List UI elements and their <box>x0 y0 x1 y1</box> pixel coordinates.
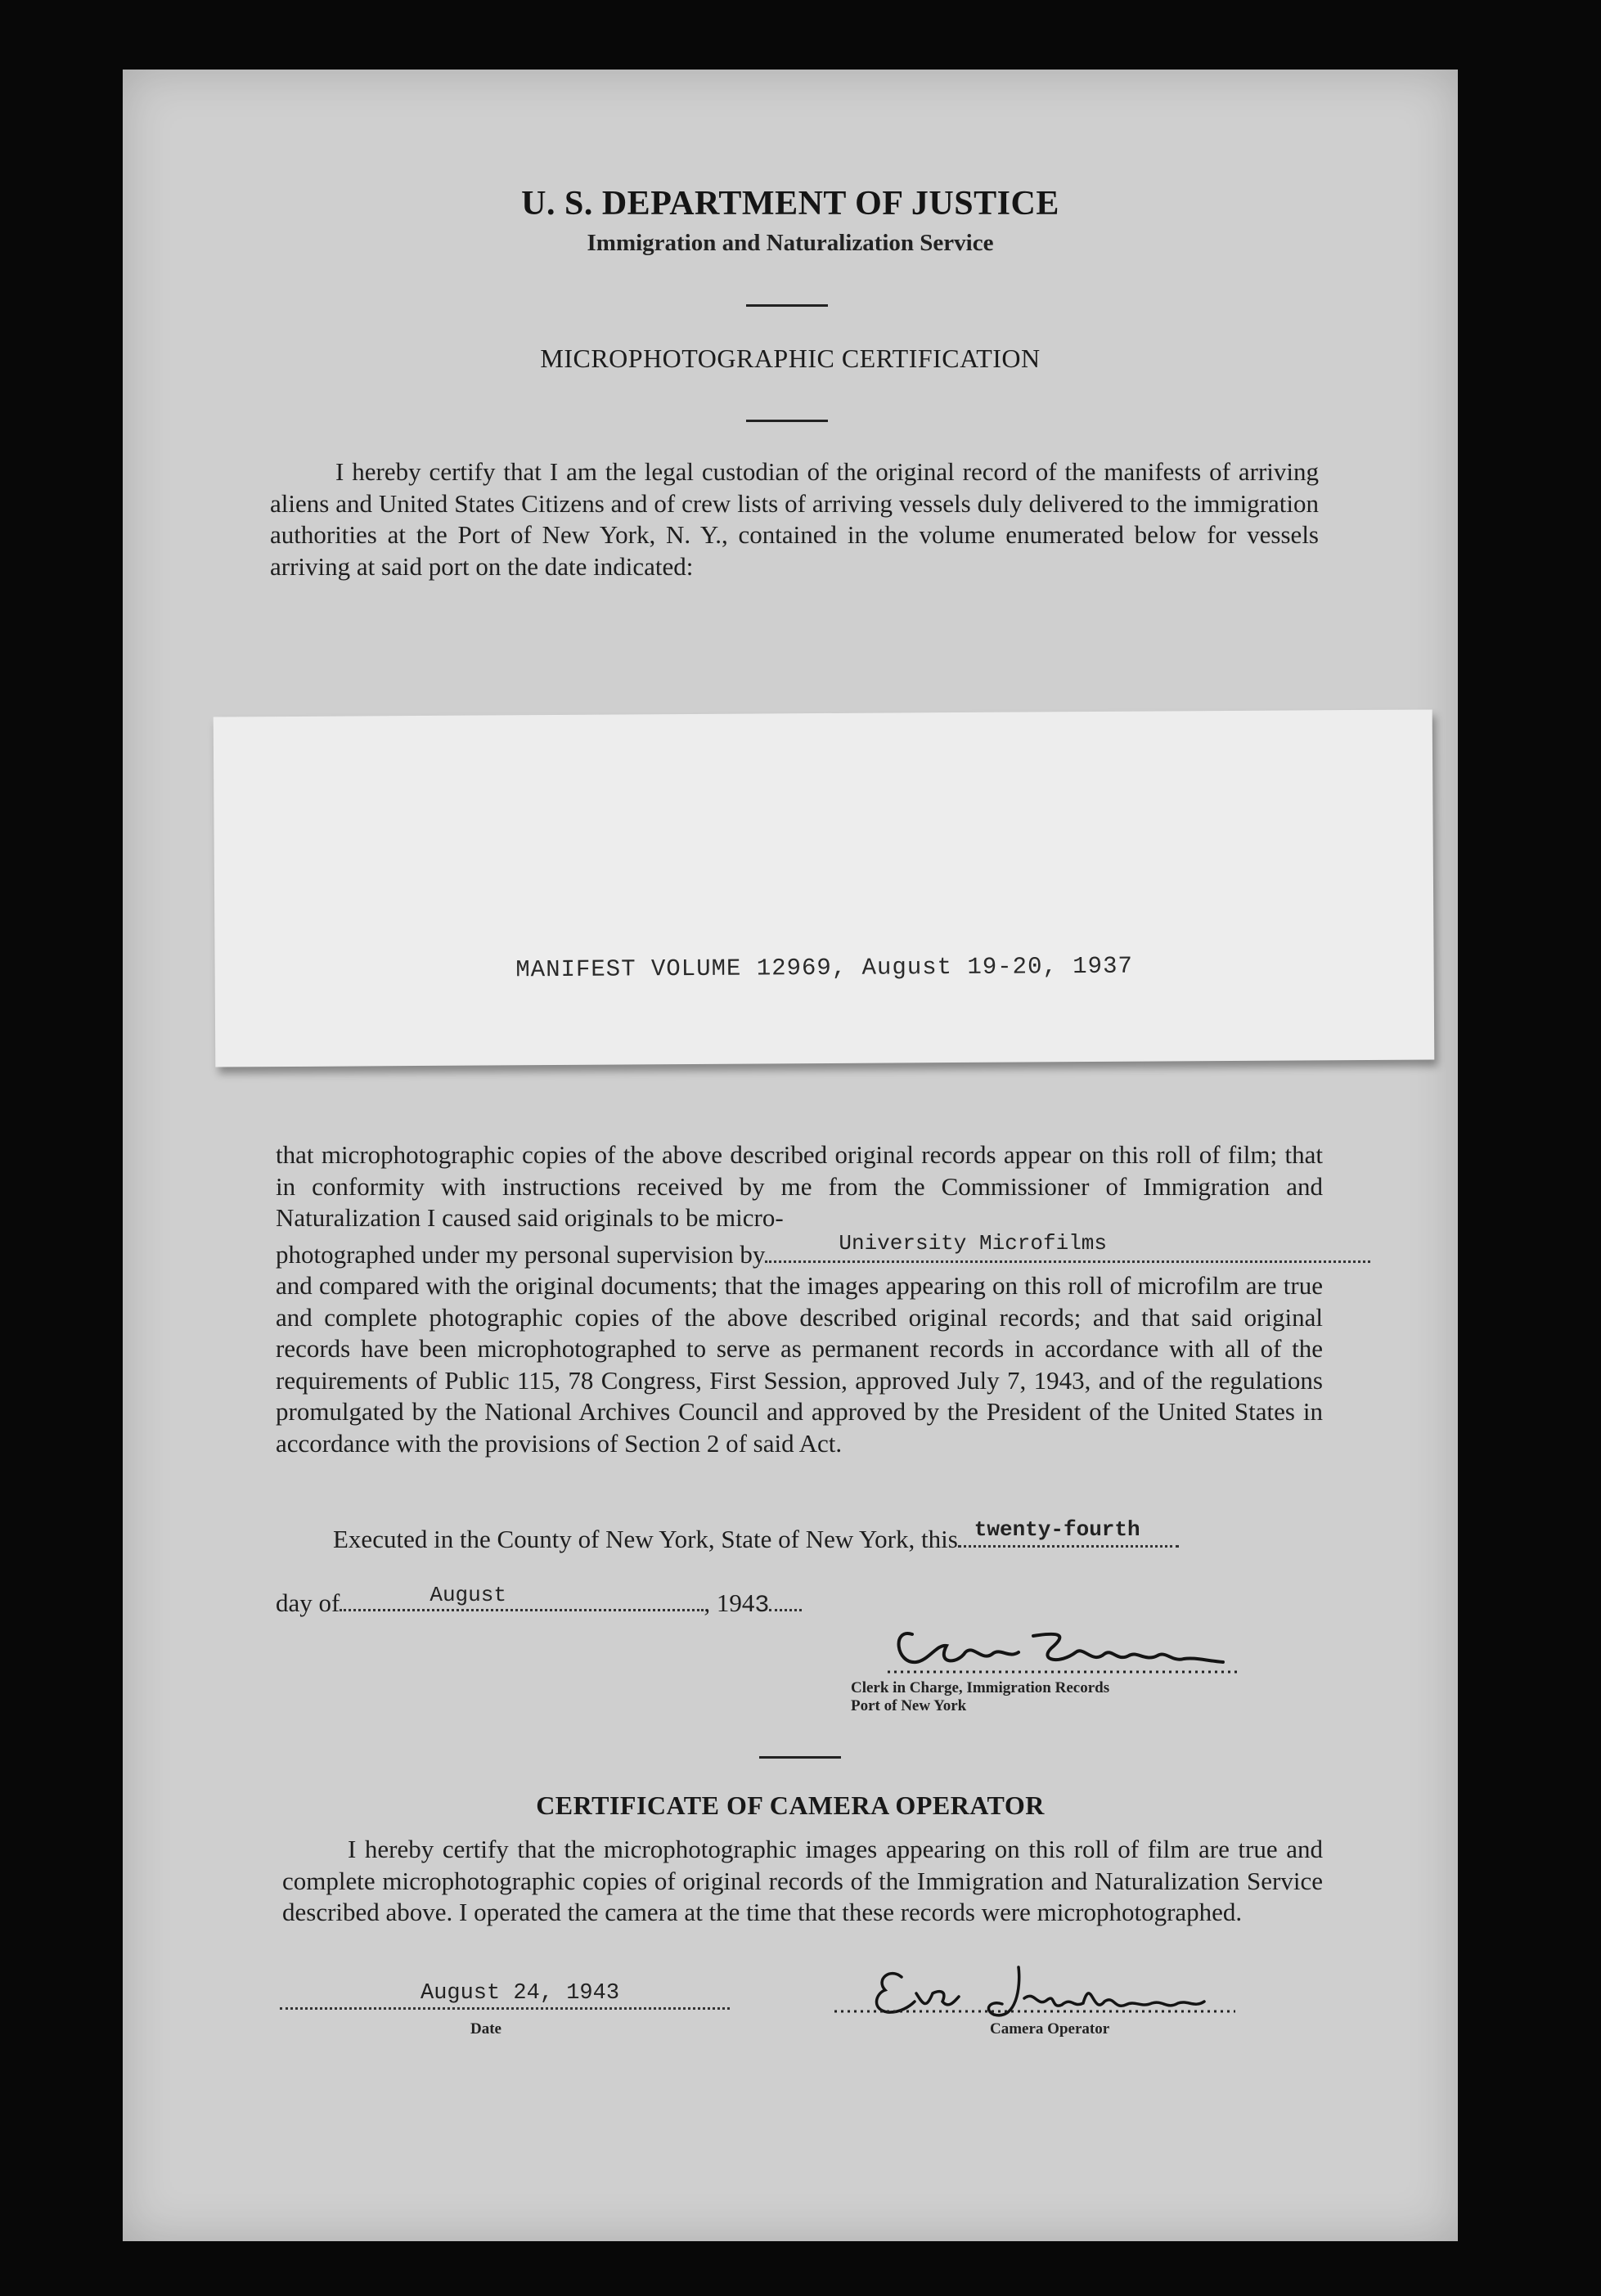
camera-operator-heading: CERTIFICATE OF CAMERA OPERATOR <box>536 1791 1045 1820</box>
certification-body <box>276 1139 1323 1459</box>
divider <box>746 420 828 422</box>
photographed-by-field <box>765 1230 1370 1263</box>
camera-paragraph: I hereby certify that the microphotographic images appearing on this roll of film are true and complete microphotographic copies of original records of the Immigration and Naturalization Service described above. I operated the camera at the time that these records were microphotographed. <box>282 1835 1323 1926</box>
year-trailing-dots <box>769 1589 802 1611</box>
divider <box>746 304 828 307</box>
day-of-label: day of <box>276 1588 340 1617</box>
date-value: August 24, 1943 <box>420 1981 620 2006</box>
manifest-volume-text: MANIFEST VOLUME 12969, August 19-20, 1937 <box>515 952 1133 984</box>
manifest-slip <box>214 709 1435 1067</box>
photographed-by-value: University Microfilms <box>839 1230 1108 1256</box>
clerk-signature <box>814 1587 1239 1685</box>
executed-line <box>333 1517 1331 1556</box>
day-field <box>958 1517 1179 1548</box>
year-prefix: , 194 <box>704 1588 755 1617</box>
day-value: twenty-fourth <box>974 1517 1140 1542</box>
clerk-title-1: Clerk in Charge, Immigration Records <box>851 1679 1110 1696</box>
intro-paragraph: I hereby certify that I am the legal custodian of the original record of the manifests of arriving aliens and United States Citizens and of crew lists of arriving vessels duly delivered to the immigration authorities at the Port of New York, N. Y., contained in the volume enumerated below for vessels arriving at said port on the date indicated: <box>270 457 1319 581</box>
certificate-page <box>123 70 1458 2241</box>
department-title: U. S. DEPARTMENT OF JUSTICE <box>521 185 1059 222</box>
month-field <box>340 1583 704 1611</box>
body-part2: and compared with the original documents; that the images appearing on this roll of microfilm are true and complete photographic copies of the above described original records; and that said original records have been microphotographed to serve as permanent records in accordance with all of the requirements of Public 115, 78 Congress, First Session, approved July 7, 1943, and of the regulations promulgated by the National Archives Council and approved by the President of the United States in accordance with the provisions of Section 2 of said Act. <box>276 1271 1323 1458</box>
year-digit: 3 <box>754 1592 770 1620</box>
camera-operator-signature <box>810 1943 1235 2024</box>
certification-heading: MICROPHOTOGRAPHIC CERTIFICATION <box>540 344 1041 373</box>
executed-text: Executed in the County of New York, State of New York, this <box>333 1525 958 1553</box>
photographed-by-label: photographed under my personal supervision by <box>276 1239 766 1269</box>
body-part1: that microphotographic copies of the above described original records appear on this roll of film; that in conformity with instructions received by me from the Commissioner of Immigration and Naturalization I caused said originals to be micro- <box>276 1140 1323 1232</box>
camera-operator-label: Camera Operator <box>990 2020 1110 2038</box>
photographed-by-line <box>276 1230 1323 1271</box>
date-field <box>280 1981 730 2014</box>
divider <box>759 1756 841 1759</box>
date-label: Date <box>470 2020 501 2038</box>
service-subtitle: Immigration and Naturalization Service <box>587 230 994 256</box>
clerk-title-2: Port of New York <box>851 1697 967 1714</box>
month-value: August <box>429 1583 506 1607</box>
date-underline <box>280 2007 730 2010</box>
